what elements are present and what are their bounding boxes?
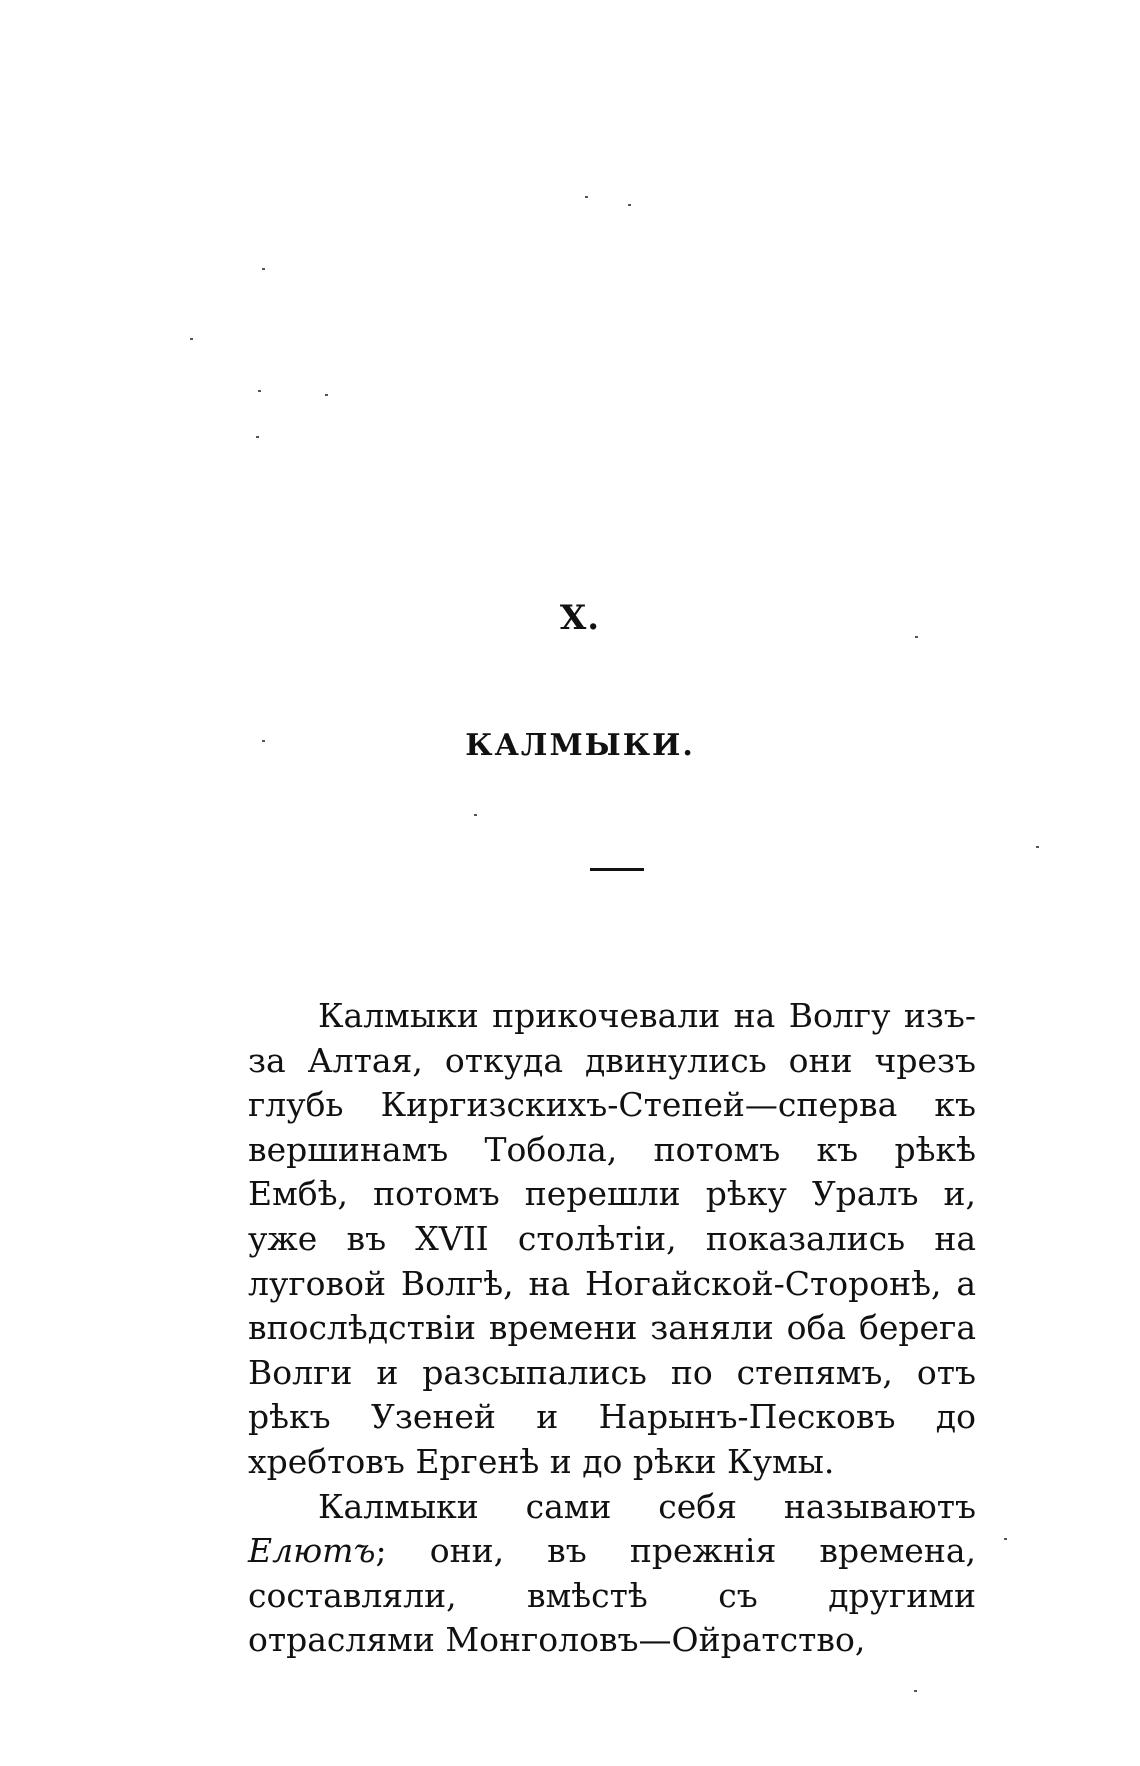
- print-speck: [190, 338, 193, 340]
- paragraph-2-emphasis: Елютъ: [248, 1531, 376, 1571]
- print-speck: [1036, 846, 1039, 848]
- print-speck: [585, 196, 588, 198]
- chapter-number: X.: [559, 598, 601, 638]
- print-speck: [262, 740, 265, 742]
- print-speck: [915, 636, 918, 638]
- chapter-title: КАЛМЫКИ.: [465, 728, 695, 763]
- print-speck: [628, 204, 631, 206]
- print-speck: [325, 394, 328, 396]
- paragraph-2-start: Калмыки сами себя называютъ: [318, 1486, 976, 1526]
- title-divider: [590, 868, 644, 871]
- print-speck: [474, 814, 477, 816]
- paragraph-2: [248, 1485, 976, 1663]
- paragraph-2-end: ; они, въ прежнія времена, составляли, вмѣстѣ съ другими отраслями Монголовъ—Ойратство,: [248, 1531, 976, 1660]
- paragraph-1: Калмыки прикочевали на Волгу изъ-за Алтая, откуда двинулись они чрезъ глубь Киргизскихъ-Степей—сперва къ вершинамъ Тобола, потомъ къ рѣкѣ Ембѣ, потомъ перешли рѣку Уралъ и, уже въ XVII столѣтіи, показались на луговой Волгѣ, на Ногайской-Сторонѣ, а впослѣдствіи времени заняли оба берега Волги и разсыпались по степямъ, отъ рѣкъ Узеней и Нарынъ-Песковъ до хребтовъ Ергенѣ и до рѣки Кумы.: [248, 996, 976, 1481]
- print-speck: [256, 436, 259, 438]
- print-speck: [262, 268, 265, 270]
- print-speck: [914, 1690, 917, 1692]
- body-text: [248, 994, 976, 1663]
- print-speck: [258, 390, 261, 392]
- print-speck: [1004, 1538, 1007, 1540]
